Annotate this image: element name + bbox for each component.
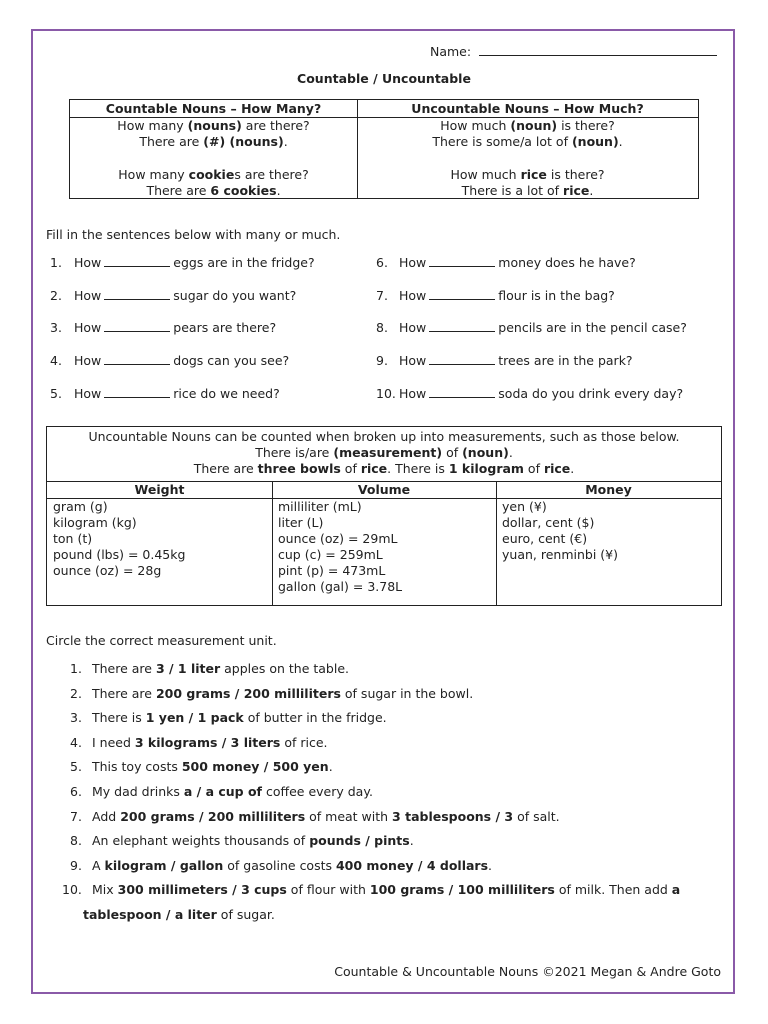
item-text: I need [92, 734, 135, 750]
answer-blank[interactable] [429, 320, 495, 332]
rules-table [69, 99, 699, 199]
fill-item [50, 255, 315, 270]
answer-choice: 200 grams / 200 milliliters [155, 685, 341, 701]
rule-text: (#) (nouns) [203, 134, 284, 149]
rule-text: How much [450, 167, 521, 182]
answer-blank[interactable] [429, 255, 495, 267]
answer-blank[interactable] [429, 353, 495, 365]
rule-text: . [276, 183, 281, 198]
uncountable-line [357, 118, 698, 134]
intro-text: . There is [387, 461, 449, 476]
rule-text: How many [118, 167, 189, 182]
item-text: sugar do you want? [173, 288, 297, 303]
rule-text: There is a lot of [461, 183, 564, 198]
uncountable-column [357, 100, 698, 198]
volume-heading: Volume [272, 482, 496, 499]
item-number: 2. [50, 288, 62, 303]
item-text: eggs are in the fridge? [173, 255, 315, 270]
item-text: coffee every day. [261, 784, 373, 799]
item-text: . [488, 857, 493, 873]
volume-unit: milliliter (mL) [278, 499, 362, 514]
countable-line [70, 183, 357, 199]
volume-unit: gallon (gal) = 3.78L [278, 579, 403, 594]
item-text: of flour with [286, 882, 370, 898]
uncountable-line [357, 183, 698, 199]
fill-item [376, 386, 683, 401]
circle-item [70, 858, 492, 873]
countable-line [70, 167, 357, 183]
item-number: 1. [50, 255, 62, 270]
money-unit: yuan, renminbi (¥) [502, 547, 618, 562]
item-text: of rice. [280, 734, 328, 750]
countable-line [70, 118, 357, 134]
weight-unit: kilogram (kg) [53, 515, 137, 530]
answer-choice: a [671, 882, 681, 898]
intro-text: rice [360, 461, 388, 476]
uncountable-line [357, 167, 698, 183]
countable-line [70, 134, 357, 150]
item-text: There is [92, 710, 146, 726]
fill-item [376, 255, 636, 270]
item-number: 10. [62, 882, 82, 898]
item-number: 6. [70, 784, 82, 799]
answer-choice: 100 grams / 100 milliliters [369, 882, 555, 898]
page-title: Countable / Uncountable [297, 71, 471, 86]
rule-text: (nouns) [187, 118, 242, 133]
item-number: 2. [70, 685, 82, 701]
item-text: . [409, 833, 414, 849]
intro-text: of [340, 461, 361, 476]
rule-text: (noun) [510, 118, 558, 133]
item-text: Add [92, 808, 121, 824]
fill-item [376, 288, 615, 303]
item-text: Mix [92, 882, 118, 898]
item-text: of gasoline costs [223, 857, 336, 873]
item-number: 5. [70, 759, 82, 775]
item-prefix: How [74, 288, 102, 303]
item-text: apples on the table. [220, 661, 349, 676]
volume-unit: liter (L) [278, 515, 324, 530]
rule-text: . [283, 134, 288, 149]
weight-column [47, 482, 273, 605]
money-unit: euro, cent (€) [502, 531, 588, 546]
circle-item [70, 686, 473, 701]
money-column [496, 482, 721, 605]
circle-item [70, 759, 333, 774]
item-text: of milk. Then add [554, 882, 672, 898]
rule-text: There are [139, 134, 204, 149]
item-number: 6. [376, 255, 388, 270]
fill-item [50, 386, 280, 401]
intro-text: three bowls [257, 461, 341, 476]
circle-item [70, 833, 414, 848]
name-line[interactable] [479, 44, 717, 56]
intro-text: of [442, 445, 463, 460]
item-prefix: How [74, 353, 102, 368]
intro-text: (measurement) [333, 445, 443, 460]
rule-text: . [618, 134, 623, 149]
item-text: trees are in the park? [498, 353, 633, 368]
answer-choice: 1 yen / 1 pack [145, 710, 244, 726]
name-field[interactable] [430, 44, 717, 59]
fill-item [376, 320, 687, 335]
uncountable-heading: Uncountable Nouns – How Much? [357, 100, 698, 118]
weight-unit: ton (t) [53, 531, 93, 546]
intro-text: . [570, 461, 575, 476]
fill-item [50, 320, 276, 335]
intro-text: rice [543, 461, 571, 476]
item-number: 1. [70, 661, 82, 676]
item-text: A [92, 857, 105, 873]
item-number: 9. [376, 353, 388, 368]
item-number: 10. [376, 386, 396, 401]
weight-unit: gram (g) [53, 499, 108, 514]
answer-choice: 3 tablespoons / 3 [392, 808, 514, 824]
fill-instruction: Fill in the sentences below with many or much. [46, 227, 341, 242]
rule-text: (noun) [571, 134, 619, 149]
circle-item-continued [83, 907, 275, 922]
item-prefix: How [399, 386, 427, 401]
countable-column [70, 100, 358, 198]
answer-blank[interactable] [104, 255, 170, 267]
intro-line-2 [47, 445, 721, 461]
item-number: 3. [70, 710, 82, 726]
measurement-intro [47, 427, 721, 482]
item-text: There are [92, 685, 156, 701]
money-heading: Money [496, 482, 721, 499]
item-number: 7. [376, 288, 388, 303]
intro-text: . [508, 445, 513, 460]
item-text: soda do you drink every day? [498, 386, 684, 401]
money-unit: yen (¥) [502, 499, 547, 514]
rule-text: . [589, 183, 594, 198]
item-prefix: How [399, 320, 427, 335]
item-text: of butter in the fridge. [243, 710, 387, 726]
rule-text: There are [146, 183, 211, 198]
answer-blank[interactable] [429, 386, 495, 398]
intro-text: of [523, 461, 544, 476]
item-text: . [328, 759, 333, 775]
item-text: of sugar. [216, 907, 275, 922]
circle-item [62, 882, 680, 897]
item-text: rice do we need? [173, 386, 280, 401]
countable-heading: Countable Nouns – How Many? [70, 100, 357, 118]
volume-unit: ounce (oz) = 29mL [278, 531, 398, 546]
item-text: of sugar in the bowl. [340, 685, 474, 701]
intro-text: There is/are [255, 445, 334, 460]
circle-item [70, 710, 387, 725]
answer-choice: a / a cup of [183, 784, 262, 799]
item-text: My dad drinks [92, 784, 184, 799]
rule-text: rice [563, 183, 590, 198]
item-text: There are [92, 661, 156, 676]
intro-line-1: Uncountable Nouns can be counted when broken up into measurements, such as those below. [88, 429, 680, 444]
rule-text: There is some/a lot of [432, 134, 572, 149]
rule-text: How much [440, 118, 511, 133]
item-text: pencils are in the pencil case? [498, 320, 687, 335]
volume-column [272, 482, 497, 605]
item-text: money does he have? [498, 255, 636, 270]
rule-text: How many [117, 118, 188, 133]
item-number: 4. [70, 734, 82, 750]
answer-blank[interactable] [104, 320, 170, 332]
answer-blank[interactable] [104, 288, 170, 300]
money-unit: dollar, cent ($) [502, 515, 595, 530]
item-number: 3. [50, 320, 62, 335]
answer-choice: pounds / pints [309, 833, 410, 849]
item-number: 5. [50, 386, 62, 401]
rule-text: is there? [546, 167, 605, 182]
weight-unit: ounce (oz) = 28g [53, 563, 162, 578]
fill-item [376, 353, 633, 368]
answer-choice: 400 money / 4 dollars [335, 857, 489, 873]
rule-text: are there? [241, 118, 310, 133]
item-number: 7. [70, 808, 82, 824]
circle-item [70, 661, 349, 676]
answer-blank[interactable] [104, 353, 170, 365]
footer-credit: Countable & Uncountable Nouns ©2021 Megan & Andre Goto [334, 964, 721, 979]
answer-choice: tablespoon / a liter [83, 907, 217, 922]
weight-unit: pound (lbs) = 0.45kg [53, 547, 186, 562]
item-text: of salt. [513, 808, 560, 824]
answer-choice: 200 grams / 200 milliliters [120, 808, 306, 824]
answer-choice: kilogram / gallon [104, 857, 224, 873]
fill-item [50, 353, 289, 368]
intro-line-3 [47, 461, 721, 477]
answer-blank[interactable] [104, 386, 170, 398]
circle-item [70, 784, 373, 799]
weight-heading: Weight [47, 482, 272, 499]
item-number: 8. [376, 320, 388, 335]
uncountable-line [357, 134, 698, 150]
item-prefix: How [399, 288, 427, 303]
volume-unit: pint (p) = 473mL [278, 563, 386, 578]
fill-item [50, 288, 296, 303]
item-number: 8. [70, 833, 82, 849]
rule-text: rice [520, 167, 547, 182]
intro-text: (noun) [462, 445, 509, 460]
item-text: This toy costs [92, 759, 182, 775]
circle-instruction: Circle the correct measurement unit. [46, 633, 277, 648]
rule-text: cookie [188, 167, 235, 182]
item-number: 4. [50, 353, 62, 368]
item-prefix: How [74, 255, 102, 270]
item-number: 9. [70, 857, 82, 873]
rule-text: 6 cookies [210, 183, 277, 198]
item-text: pears are there? [173, 320, 277, 335]
item-text: flour is in the bag? [498, 288, 615, 303]
volume-unit: cup (c) = 259mL [278, 547, 383, 562]
rule-text: s are there? [234, 167, 309, 182]
item-prefix: How [399, 255, 427, 270]
answer-choice: 300 millimeters / 3 cups [117, 882, 287, 898]
item-prefix: How [74, 386, 102, 401]
answer-choice: 500 money / 500 yen [181, 759, 329, 775]
item-text: of meat with [305, 808, 393, 824]
item-text: dogs can you see? [173, 353, 290, 368]
measurement-table [46, 426, 722, 606]
item-prefix: How [399, 353, 427, 368]
intro-text: There are [193, 461, 258, 476]
circle-item [70, 809, 560, 824]
item-prefix: How [74, 320, 102, 335]
answer-choice: 3 / 1 liter [155, 661, 221, 676]
answer-choice: 3 kilograms / 3 liters [134, 734, 281, 750]
name-label: Name: [430, 44, 472, 59]
answer-blank[interactable] [429, 288, 495, 300]
rule-text: is there? [557, 118, 615, 133]
intro-text: 1 kilogram [448, 461, 524, 476]
item-text: An elephant weights thousands of [92, 833, 310, 849]
circle-item [70, 735, 328, 750]
